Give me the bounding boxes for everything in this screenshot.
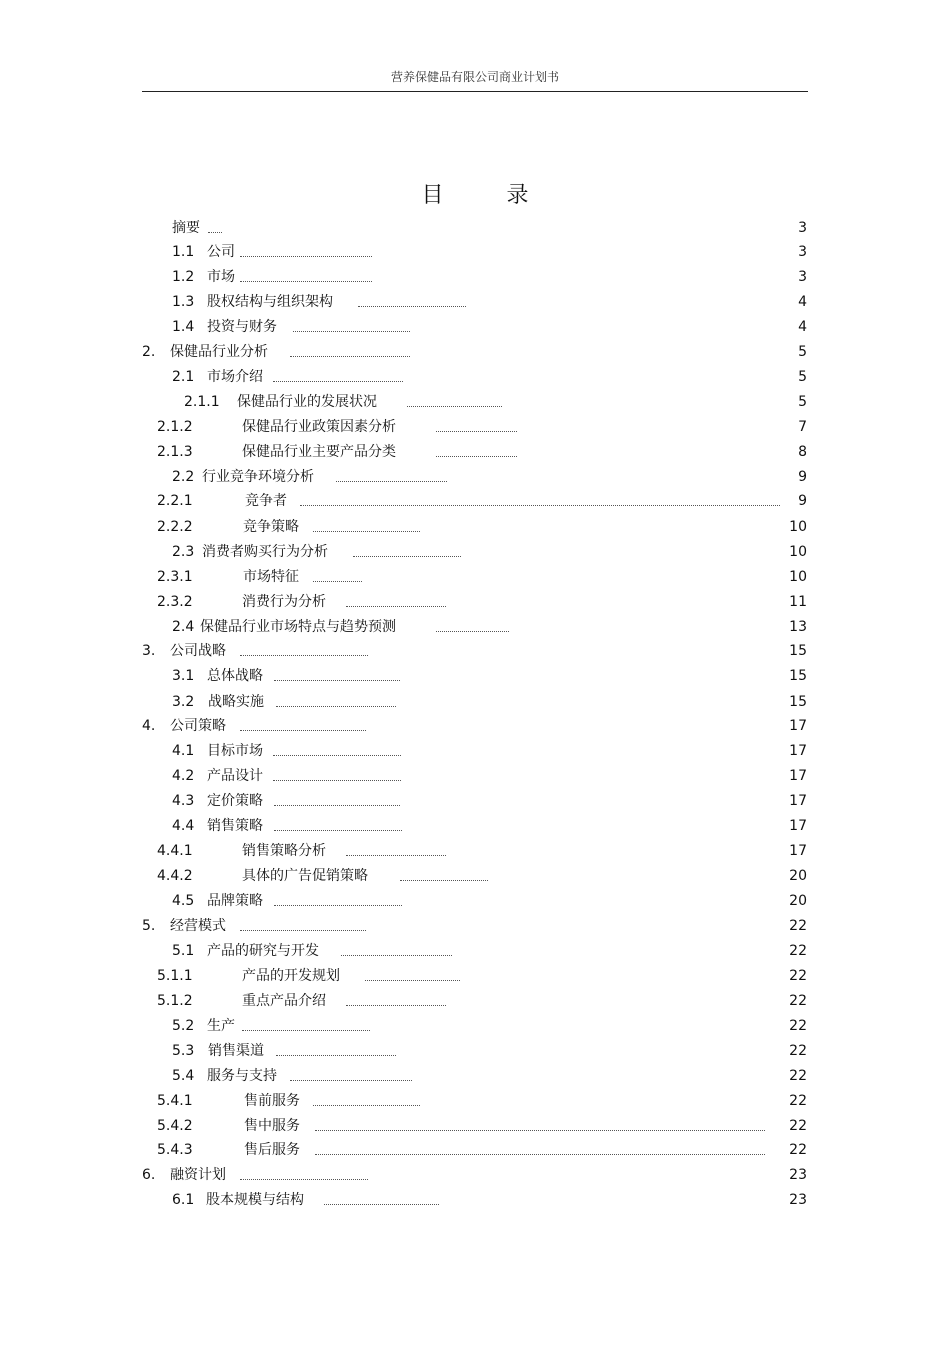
toc-entry[interactable]	[0, 392, 950, 412]
toc-entry[interactable]	[0, 1116, 950, 1136]
toc-entry-number: 3.	[142, 643, 156, 659]
toc-entry-page: 20	[789, 868, 807, 884]
toc-leader-dots	[315, 1130, 765, 1131]
toc-entry-number: 2.3.1	[157, 569, 193, 585]
toc-entry-page: 5	[798, 369, 807, 385]
toc-leader-dots	[313, 1105, 420, 1106]
toc-leader-dots	[276, 706, 396, 707]
toc-leader-dots	[240, 256, 372, 257]
toc-entry-title: 售中服务	[244, 1118, 300, 1134]
toc-entry-page: 20	[789, 893, 807, 909]
toc-entry-title: 目标市场	[207, 743, 263, 759]
toc-entry-page: 22	[789, 1118, 807, 1134]
toc-entry-number: 5.4.2	[157, 1118, 193, 1134]
toc-entry[interactable]	[0, 1066, 950, 1086]
toc-entry[interactable]	[0, 467, 950, 487]
toc-entry-title: 品牌策略	[207, 893, 263, 909]
toc-entry-page: 11	[789, 594, 807, 610]
toc-entry-page: 23	[789, 1167, 807, 1183]
page-header: 营养保健品有限公司商业计划书	[390, 70, 559, 84]
toc-leader-dots	[300, 505, 780, 506]
toc-entry-page: 15	[789, 668, 807, 684]
toc-leader-dots	[273, 755, 401, 756]
toc-entry-title: 产品的研究与开发	[207, 943, 319, 959]
toc-entry-number: 4.4.1	[157, 843, 193, 859]
toc-entry[interactable]	[0, 816, 950, 836]
toc-entry[interactable]	[0, 916, 950, 936]
toc-entry-number: 3.2	[172, 694, 195, 710]
toc-entry-page: 17	[789, 793, 807, 809]
toc-entry-title: 保健品行业主要产品分类	[242, 444, 396, 460]
toc-entry[interactable]	[0, 1190, 950, 1210]
toc-entry-number: 2.2	[172, 469, 195, 485]
toc-entry-page: 10	[789, 544, 807, 560]
toc-entry-title: 公司策略	[170, 718, 226, 734]
toc-entry-title: 股权结构与组织架构	[207, 294, 333, 310]
toc-entry-page: 17	[789, 843, 807, 859]
toc-entry[interactable]	[0, 317, 950, 337]
toc-entry[interactable]	[0, 218, 950, 238]
toc-entry[interactable]	[0, 1091, 950, 1111]
toc-entry[interactable]	[0, 891, 950, 911]
toc-entry[interactable]	[0, 791, 950, 811]
toc-entry-page: 5	[798, 344, 807, 360]
toc-entry[interactable]	[0, 641, 950, 661]
toc-entry-title: 定价策略	[207, 793, 263, 809]
toc-leader-dots	[341, 955, 452, 956]
toc-leader-dots	[346, 1005, 446, 1006]
toc-entry-number: 1.3	[172, 294, 195, 310]
toc-entry-title: 摘要	[172, 220, 200, 236]
toc-entry-number: 4.3	[172, 793, 195, 809]
toc-entry-title: 市场	[207, 269, 235, 285]
toc-entry[interactable]	[0, 991, 950, 1011]
toc-entry-title: 服务与支持	[207, 1068, 277, 1084]
toc-leader-dots	[274, 805, 400, 806]
toc-entry[interactable]	[0, 941, 950, 961]
toc-entry-page: 3	[798, 220, 807, 236]
toc-entry-title: 保健品行业市场特点与趋势预测	[200, 619, 396, 635]
toc-entry[interactable]	[0, 1041, 950, 1061]
toc-leader-dots	[436, 456, 517, 457]
toc-entry[interactable]	[0, 491, 950, 511]
toc-entry-page: 5	[798, 394, 807, 410]
toc-entry-title: 保健品行业的发展状况	[237, 394, 377, 410]
toc-entry-title: 消费行为分析	[242, 594, 326, 610]
toc-leader-dots	[407, 406, 502, 407]
toc-entry-page: 9	[798, 493, 807, 509]
toc-entry-page: 15	[789, 643, 807, 659]
toc-entry[interactable]	[0, 542, 950, 562]
toc-entry-number: 4.4.2	[157, 868, 193, 884]
toc-leader-dots	[290, 356, 410, 357]
toc-entry-title: 经营模式	[170, 918, 226, 934]
toc-leader-dots	[346, 855, 446, 856]
toc-leader-dots	[290, 1080, 412, 1081]
toc-entry-page: 17	[789, 718, 807, 734]
toc-leader-dots	[273, 780, 401, 781]
toc-entry-number: 5.1.1	[157, 968, 193, 984]
toc-leader-dots	[274, 830, 402, 831]
toc-entry[interactable]	[0, 367, 950, 387]
toc-entry-number: 2.2.1	[157, 493, 193, 509]
toc-entry-page: 10	[789, 569, 807, 585]
toc-leader-dots	[242, 1030, 370, 1031]
toc-entry[interactable]	[0, 1165, 950, 1185]
toc-entry-title: 保健品行业分析	[170, 344, 268, 360]
toc-leader-dots	[240, 1179, 368, 1180]
toc-entry[interactable]	[0, 567, 950, 587]
toc-entry-page: 22	[789, 1068, 807, 1084]
toc-entry-title: 股本规模与结构	[206, 1192, 304, 1208]
toc-entry-title: 销售策略	[207, 818, 263, 834]
toc-leader-dots	[436, 631, 509, 632]
toc-entry-number: 5.4.3	[157, 1142, 193, 1158]
toc-entry-page: 22	[789, 993, 807, 1009]
toc-entry-title: 消费者购买行为分析	[202, 544, 328, 560]
toc-entry[interactable]	[0, 442, 950, 462]
toc-entry-title: 公司战略	[170, 643, 226, 659]
toc-entry-page: 9	[798, 469, 807, 485]
toc-entry-number: 5.2	[172, 1018, 195, 1034]
toc-entry[interactable]	[0, 592, 950, 612]
toc-entry-number: 5.1.2	[157, 993, 193, 1009]
toc-leader-dots	[276, 1055, 396, 1056]
toc-leader-dots	[324, 1204, 439, 1205]
toc-entry[interactable]	[0, 417, 950, 437]
toc-entry-page: 17	[789, 768, 807, 784]
toc-entry[interactable]	[0, 716, 950, 736]
toc-entry-number: 2.3	[172, 544, 195, 560]
toc-entry-number: 4.	[142, 718, 156, 734]
toc-entry[interactable]	[0, 966, 950, 986]
toc-entry-title: 市场介绍	[207, 369, 263, 385]
toc-leader-dots	[346, 606, 446, 607]
toc-entry-page: 22	[789, 918, 807, 934]
toc-leader-dots	[400, 880, 488, 881]
toc-leader-dots	[313, 581, 362, 582]
toc-entry-title: 保健品行业政策因素分析	[242, 419, 396, 435]
toc-entry-page: 10	[789, 519, 807, 535]
toc-entry-page: 4	[798, 319, 807, 335]
toc-entry-title: 重点产品介绍	[242, 993, 326, 1009]
toc-entry-title: 产品设计	[207, 768, 263, 784]
toc-entry[interactable]	[0, 292, 950, 312]
toc-entry-number: 4.2	[172, 768, 195, 784]
toc-entry[interactable]	[0, 666, 950, 686]
toc-entry-title: 市场特征	[243, 569, 299, 585]
toc-leader-dots	[293, 331, 410, 332]
toc-entry-number: 2.1	[172, 369, 195, 385]
toc-entry[interactable]	[0, 267, 950, 287]
toc-entry-title: 售后服务	[244, 1142, 300, 1158]
toc-leader-dots	[240, 930, 366, 931]
toc-entry-number: 2.1.2	[157, 419, 193, 435]
toc-entry-title: 售前服务	[244, 1093, 300, 1109]
toc-entry[interactable]	[0, 741, 950, 761]
toc-entry-number: 5.4	[172, 1068, 195, 1084]
toc-leader-dots	[274, 680, 400, 681]
toc-entry-title: 总体战略	[207, 668, 263, 684]
toc-entry-page: 22	[789, 1142, 807, 1158]
toc-entry-page: 17	[789, 743, 807, 759]
toc-entry-title: 具体的广告促销策略	[242, 868, 368, 884]
toc-leader-dots	[274, 905, 402, 906]
toc-entry-number: 5.	[142, 918, 156, 934]
toc-leader-dots	[365, 980, 460, 981]
toc-entry[interactable]	[0, 242, 950, 262]
toc-entry-page: 3	[798, 269, 807, 285]
toc-entry-page: 15	[789, 694, 807, 710]
toc-entry-number: 6.	[142, 1167, 156, 1183]
toc-entry[interactable]	[0, 766, 950, 786]
toc-leader-dots	[436, 431, 517, 432]
toc-entry-title: 公司	[207, 244, 235, 260]
toc-leader-dots	[358, 306, 466, 307]
toc-entry-number: 4.4	[172, 818, 195, 834]
toc-entry[interactable]	[0, 1016, 950, 1036]
toc-entry-page: 17	[789, 818, 807, 834]
toc-title: 目 录	[421, 183, 557, 208]
toc-entry-number: 6.1	[172, 1192, 195, 1208]
toc-entry-page: 7	[798, 419, 807, 435]
toc-entry[interactable]	[0, 1140, 950, 1160]
toc-entry[interactable]	[0, 617, 950, 637]
toc-entry-number: 3.1	[172, 668, 195, 684]
toc-entry[interactable]	[0, 692, 950, 712]
toc-entry-title: 竞争策略	[243, 519, 299, 535]
toc-entry[interactable]	[0, 517, 950, 537]
toc-entry-page: 4	[798, 294, 807, 310]
toc-entry[interactable]	[0, 342, 950, 362]
toc-entry-page: 3	[798, 244, 807, 260]
toc-entry-number: 1.4	[172, 319, 195, 335]
toc-entry-title: 战略实施	[208, 694, 264, 710]
toc-entry-page: 22	[789, 1043, 807, 1059]
toc-leader-dots	[315, 1154, 765, 1155]
toc-entry-page: 23	[789, 1192, 807, 1208]
toc-entry-title: 投资与财务	[207, 319, 277, 335]
toc-leader-dots	[273, 381, 403, 382]
toc-entry-number: 4.1	[172, 743, 195, 759]
toc-entry-number: 5.3	[172, 1043, 195, 1059]
toc-entry-number: 4.5	[172, 893, 195, 909]
toc-entry-number: 2.1.3	[157, 444, 193, 460]
toc-entry-title: 行业竞争环境分析	[202, 469, 314, 485]
toc-entry-title: 竞争者	[245, 493, 287, 509]
toc-entry-number: 5.1	[172, 943, 195, 959]
toc-entry-number: 2.1.1	[184, 394, 220, 410]
toc-entry-number: 1.1	[172, 244, 195, 260]
toc-leader-dots	[208, 232, 222, 233]
toc-entry-number: 5.4.1	[157, 1093, 193, 1109]
toc-entry-page: 22	[789, 968, 807, 984]
toc-entry-page: 22	[789, 943, 807, 959]
toc-leader-dots	[353, 556, 461, 557]
toc-entry-number: 2.2.2	[157, 519, 193, 535]
toc-entry-number: 2.	[142, 344, 156, 360]
toc-entry-title: 生产	[207, 1018, 235, 1034]
toc-entry-page: 13	[789, 619, 807, 635]
toc-entry[interactable]	[0, 841, 950, 861]
toc-entry-title: 产品的开发规划	[242, 968, 340, 984]
toc-leader-dots	[313, 531, 420, 532]
toc-entry-page: 22	[789, 1018, 807, 1034]
toc-entry-page: 8	[798, 444, 807, 460]
toc-leader-dots	[240, 730, 366, 731]
toc-entry-title: 销售渠道	[208, 1043, 264, 1059]
toc-leader-dots	[240, 281, 372, 282]
toc-entry-title: 融资计划	[170, 1167, 226, 1183]
toc-leader-dots	[336, 481, 447, 482]
toc-entry-number: 2.4	[172, 619, 195, 635]
toc-entry-number: 1.2	[172, 269, 195, 285]
toc-entry-number: 2.3.2	[157, 594, 193, 610]
toc-entry[interactable]	[0, 866, 950, 886]
toc-leader-dots	[240, 655, 368, 656]
toc-entry-page: 22	[789, 1093, 807, 1109]
toc-entry-title: 销售策略分析	[242, 843, 326, 859]
